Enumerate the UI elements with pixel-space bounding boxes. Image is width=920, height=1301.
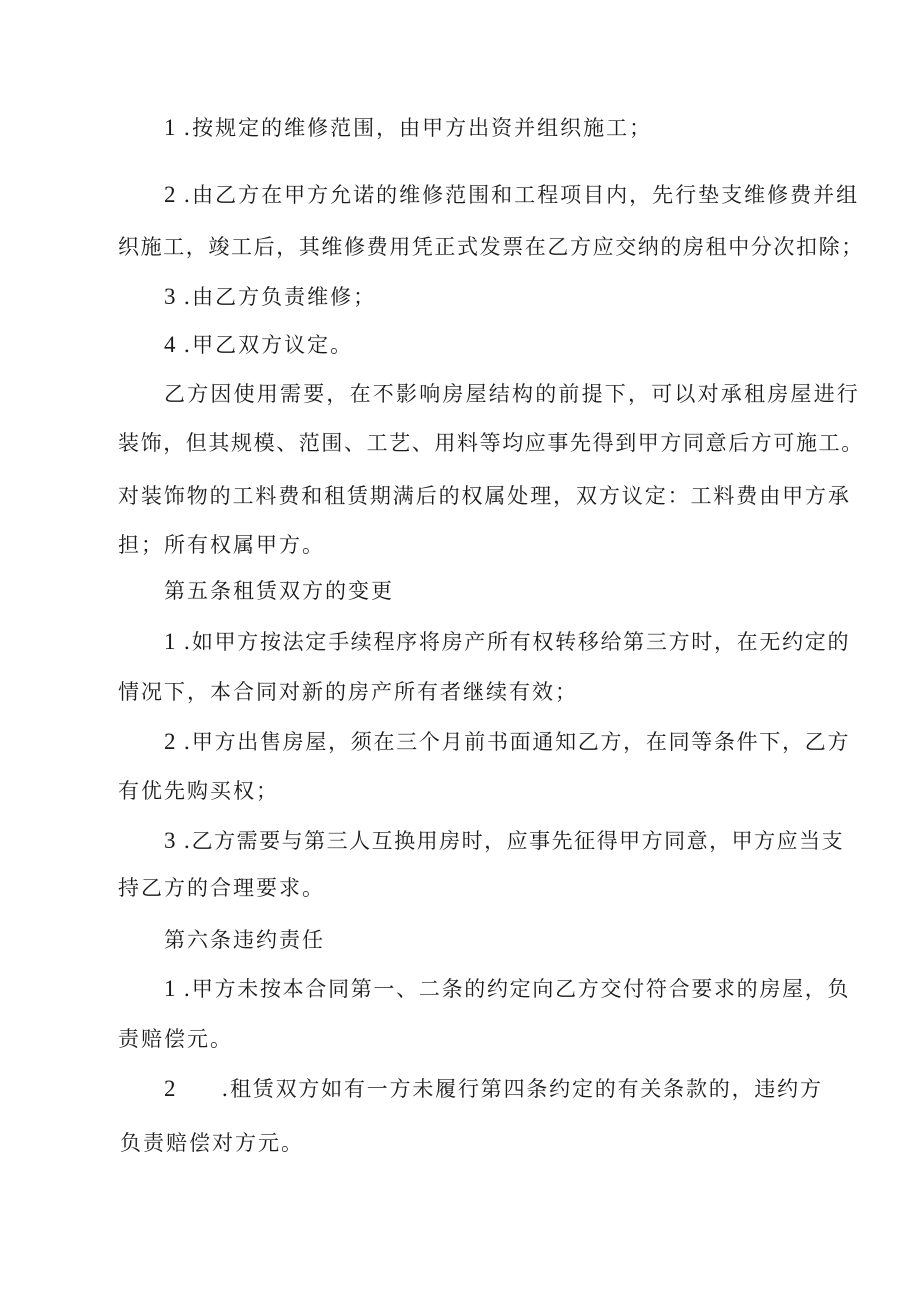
paragraph-text: 对装饰物的工料费和租赁期满后的权属处理，双方议定：工料费由甲方承	[118, 484, 851, 508]
paragraph-line	[118, 232, 920, 262]
item-number: 2	[164, 182, 176, 207]
item-number: 1	[164, 629, 176, 654]
paragraph-line	[118, 776, 920, 806]
paragraph-text: 乙方因使用需要，在不影响房屋结构的前提下，可以对承租房屋进行	[164, 382, 860, 406]
clause-item-1	[164, 627, 920, 657]
paragraph-line	[118, 873, 920, 903]
paragraph-line	[164, 379, 920, 409]
paragraph-line	[118, 677, 920, 707]
clause-item-2	[164, 180, 920, 210]
paragraph-text: 装饰，但其规模、范围、工艺、用料等均应事先得到甲方同意后方可施工。	[118, 431, 864, 455]
clause-item-1	[164, 113, 920, 143]
paragraph-line	[120, 1128, 920, 1158]
paragraph-line	[118, 530, 920, 560]
paragraph-line	[118, 481, 920, 511]
paragraph-line	[118, 1024, 920, 1054]
item-number: 1	[164, 976, 176, 1001]
clause-item-3	[164, 826, 920, 856]
paragraph-text: .按规定的维修范围，由甲方出资并组织施工；	[183, 116, 653, 140]
clause-item-4	[164, 330, 920, 360]
clause-item-2	[164, 1074, 920, 1104]
paragraph-text: .由乙方在甲方允诺的维修范围和工程项目内，先行垫支维修费并组	[183, 183, 860, 207]
paragraph-text: .甲方出售房屋，须在三个月前书面通知乙方，在同等条件下，乙方	[183, 730, 851, 754]
clause-item-3	[164, 282, 920, 312]
item-number: 4	[164, 332, 176, 357]
paragraph-text: .如甲方按法定手续程序将房产所有权转移给第三方时，在无约定的	[183, 630, 851, 654]
item-number: 2	[164, 729, 176, 754]
paragraph-text: .甲方未按本合同第一、二条的约定向乙方交付符合要求的房屋，负	[183, 977, 851, 1001]
paragraph-text: .乙方需要与第三人互换用房时，应事先征得甲方同意，甲方应当支	[183, 829, 845, 853]
paragraph-text: .由乙方负责维修；	[183, 285, 377, 309]
item-number: 3	[164, 828, 176, 853]
paragraph-text: 情况下，本合同对新的房产所有者继续有效；	[118, 680, 578, 704]
item-number: 3	[164, 284, 176, 309]
clause-item-1	[164, 974, 920, 1004]
paragraph-text: 担；所有权属甲方。	[118, 533, 325, 557]
paragraph-text: 织施工，竣工后，其维修费用凭正式发票在乙方应交纳的房租中分次扣除；	[118, 235, 864, 259]
paragraph-line	[118, 428, 920, 458]
item-number: 1	[164, 115, 176, 140]
heading-text: 第五条租赁双方的变更	[164, 579, 394, 603]
paragraph-text: 责赔偿元。	[118, 1027, 233, 1051]
article-heading	[164, 576, 920, 606]
paragraph-text: .租赁双方如有一方未履行第四条约定的有关条款的，违约方	[221, 1077, 823, 1101]
clause-item-2	[164, 727, 920, 757]
item-number: 2	[164, 1076, 176, 1101]
article-heading	[164, 925, 920, 955]
paragraph-text: 持乙方的合理要求。	[118, 876, 325, 900]
paragraph-text: 有优先购买权；	[118, 779, 279, 803]
heading-text: 第六条违约责任	[164, 928, 325, 952]
paragraph-text: 负责赔偿对方元。	[120, 1131, 304, 1155]
paragraph-text: .甲乙双方议定。	[183, 333, 354, 357]
